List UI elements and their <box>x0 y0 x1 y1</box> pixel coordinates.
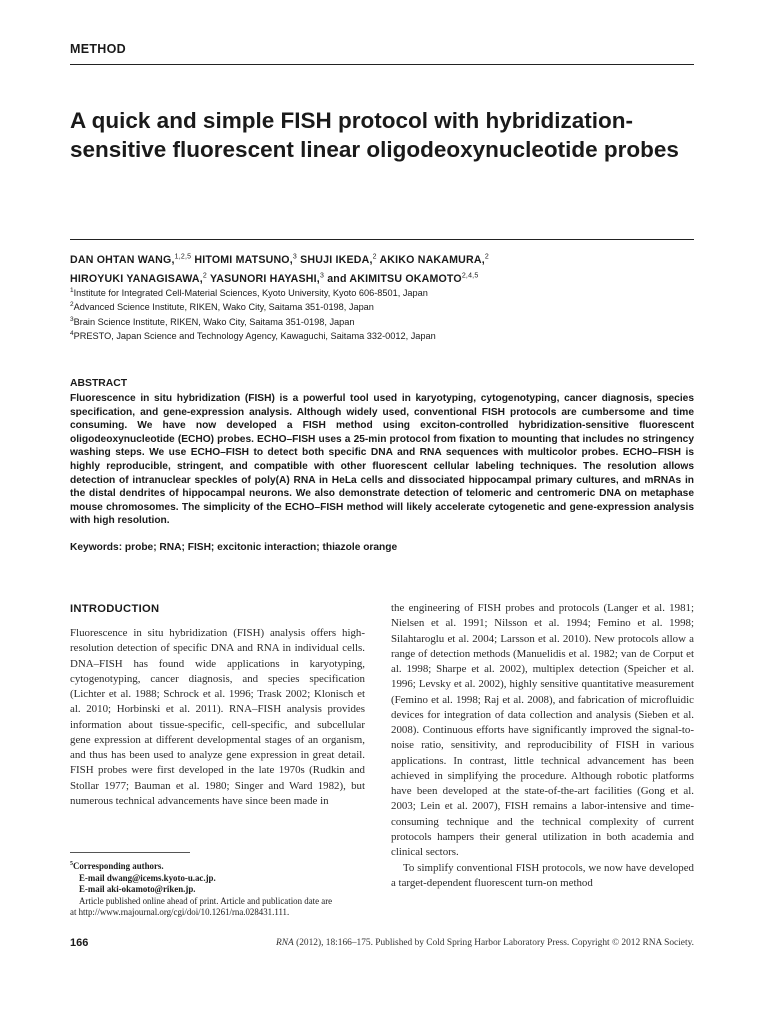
keywords: Keywords: probe; RNA; FISH; excitonic interaction; thiazole orange <box>70 542 398 553</box>
body-column-right <box>391 601 694 891</box>
email-1: E-mail dwang@icems.kyoto-u.ac.jp. <box>79 872 216 883</box>
introduction-heading: INTRODUCTION <box>70 603 160 615</box>
paper-title: A quick and simple FISH protocol with hybridization-sensitive fluorescent linear oligodeoxynucleotide probes <box>70 108 679 162</box>
author: and AKIMITSU OKAMOTO$^{2,4,5}$ <box>327 272 479 285</box>
corresponding-note: $^5$Corresponding authors. <box>70 860 164 871</box>
abstract-heading: ABSTRACT <box>70 378 128 389</box>
affiliation: $^3$Brain Science Institute, RIKEN, Wako City, Saitama 351-0198, Japan <box>70 315 355 327</box>
footnotes <box>70 859 370 919</box>
section-label: METHOD <box>70 42 126 56</box>
affiliation: $^1$Institute for Integrated Cell-Material Sciences, Kyoto University, Kyoto 606-8501, Japan <box>70 287 428 299</box>
article-doi: at http://www.rnajournal.org/cgi/doi/10.1261/rna.028431.111. <box>70 907 290 918</box>
author: HITOMI MATSUNO,$^3$ <box>194 253 297 266</box>
journal-citation: RNA (2012), 18:166–175. Published by Cold Spring Harbor Laboratory Press. Copyright © 2012 RNA Society. <box>276 938 694 948</box>
footnote-rule <box>70 852 190 853</box>
author: YASUNORI HAYASHI,$^3$ <box>209 272 325 285</box>
author: DAN OHTAN WANG,$^{1,2,5}$ <box>70 253 192 266</box>
body-paragraph: the engineering of FISH probes and protocols (Langer et al. 1981; Nielsen et al. 1991; Nilsson et al. 1994; Femino et al. 1998; Silahtaroglu et al. 2004; Larsson et al. 2010). New protocols allow a range of detection methods (Manuelidis et al. 1982; van de Corput et al. 1998; Sharpe et al. 2002), multiplex detection (Speicher et al. 1996; Levsky et al. 2002), highly sensitive quantitative measurement (Femino et al. 1998; Raj et al. 2008), and fabrication of microfluidic devices for integration of data collection and analysis (Sieben et al. 2008). Continuous efforts have significantly improved the signal-to-noise ratio, sensitivity, and reproducibility of FISH in various applications. In contrast, little technical advancement has been achieved in simplifying the procedure. Although robotic platforms have been developed at the state-of-the-art facilities (Gong et al. 2003; Lein et al. 2007), FISH remains a labor-intensive and time-consuming technique and the technical complexity of current protocols hampers their general utilization in both academia and clinical sectors. <box>391 602 694 859</box>
author: HIROYUKI YANAGISAWA,$^2$ <box>70 272 208 285</box>
body-paragraph: Fluorescence in situ hybridization (FISH) analysis offers high-resolution detection of specific DNA and RNA in individual cells. DNA–FISH has found wide applications in karyotyping, cytogenotyping, cancer diagnosis, and species specification (Lichter et al. 1988; Schrock et al. 1996; Trask 2002; Klonisch et al. 2010; Horbinski et al. 2011). RNA–FISH analysis provides information about tissue-specific, cell-specific, and subcellular gene expression at different developmental stages of an organism, and thus has been used to analyze gene expression in great detail. FISH probes were first developed in the late 1970s (Rudkin and Stollar 1977; Bauman et al. 1980; Singer and Ward 1982), but numerous technical advancements have since been made in <box>70 627 365 807</box>
affiliation: $^2$Advanced Science Institute, RIKEN, Wako City, Saitama 351-0198, Japan <box>70 301 374 313</box>
article-note: Article published online ahead of print. Article and publication date are <box>79 895 333 906</box>
body-paragraph: To simplify conventional FISH protocols, we now have developed a target-dependent fluorescent turn-on method <box>391 861 694 889</box>
abstract-text: Fluorescence in situ hybridization (FISH) is a powerful tool used in karyotyping, cytogenotyping, cancer diagnosis, species specification, and gene-expression analysis. Although widely used, conventional FISH protocols are cumbersome and time consuming. We have now developed a FISH method using exciton-controlled hybridization-sensitive fluorescent oligodeoxynucleotide (ECHO) probes. ECHO–FISH uses a 25-min protocol from fixation to mounting that includes no stringency washing steps. We use ECHO–FISH to detect both specific DNA and RNA sequences with multicolor probes. ECHO–FISH is highly reproducible, stringent, and compatible with other fluorescent cellular labeling techniques. The resolution allows detection of intranuclear speckles of poly(A) RNA in HeLa cells and dissociated hippocampal primary cultures, and mRNAs in the distal dendrites of hippocampal neurons. We also demonstrate detection of telomeric and centromeric DNA on metaphase mouse chromosomes. The simplicity of the ECHO–FISH method will likely accelerate cytogenetic and gene-expression analysis with high resolution. <box>70 393 694 527</box>
author: SHUJI IKEDA,$^2$ <box>300 253 377 266</box>
affiliation: $^4$PRESTO, Japan Science and Technology Agency, Kawaguchi, Saitama 332-0012, Japan <box>70 330 436 342</box>
author: AKIKO NAKAMURA,$^2$ <box>379 253 489 266</box>
author-list <box>70 249 694 287</box>
title-rule <box>70 239 694 240</box>
affiliation-list <box>70 285 694 342</box>
email-2: E-mail aki-okamoto@riken.jp. <box>79 884 196 895</box>
header-rule <box>70 64 694 65</box>
page-number: 166 <box>70 937 89 949</box>
body-column-left <box>70 626 365 809</box>
